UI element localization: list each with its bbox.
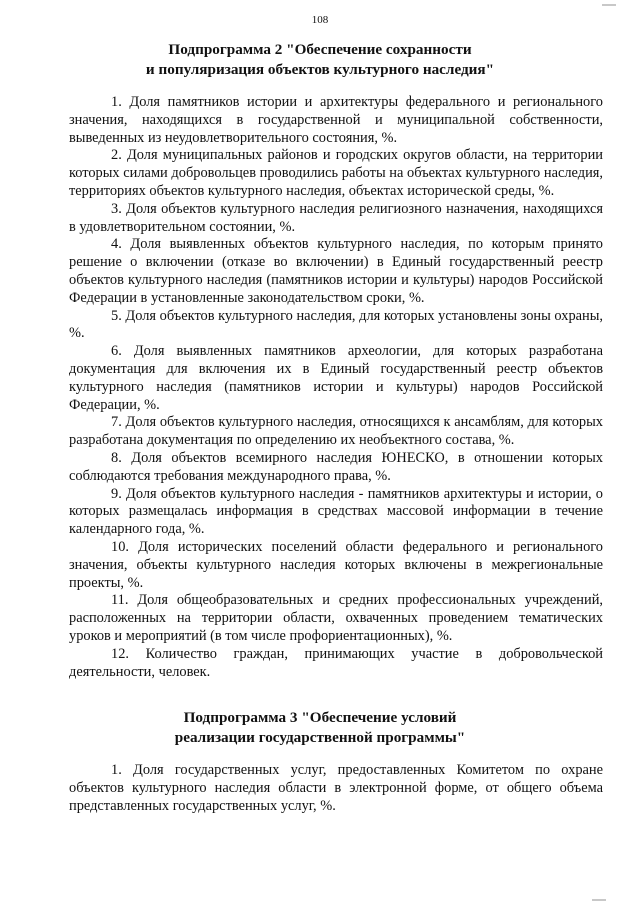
subprogram-3-title-line-1: Подпрограмма 3 "Обеспечение условий: [183, 709, 457, 726]
indicator-item: 12. Количество граждан, принимающих участие в добровольческой деятельности, человек.: [69, 645, 603, 680]
indicator-item: 11. Доля общеобразовательных и средних профессиональных учреждений, расположенных на территории области, охваченных проведением тематических уроков и мероприятий (в том числе профориентационных), %.: [69, 592, 603, 644]
subprogram-3-title-line-2: реализации государственной программы": [174, 729, 466, 746]
indicator-item: 5. Доля объектов культурного наследия, для которых установлены зоны охраны, %.: [69, 307, 603, 342]
subprogram-3-heading: [60, 708, 580, 748]
scan-mark-top: [602, 4, 616, 6]
indicator-item: 1. Доля государственных услуг, предоставленных Комитетом по охране объектов культурного наследия области в электронной форме, от общего объема представленных государственных услуг, %.: [69, 762, 603, 814]
subprogram-2-title-line-1: Подпрограмма 2 "Обеспечение сохранности: [168, 41, 472, 58]
subprogram-2-title-line-2: и популяризация объектов культурного наследия": [145, 61, 495, 78]
subprogram-2-indicator-list: [69, 94, 603, 681]
indicator-item: 10. Доля исторических поселений области федерального и регионального значения, объекты культурного наследия которых включены в межрегиональные проекты, %.: [69, 538, 603, 591]
indicator-item: 7. Доля объектов культурного наследия, относящихся к ансамблям, для которых разработана документация по определению их необъектного состава, %.: [69, 414, 603, 449]
indicator-item: 6. Доля выявленных памятников археологии, для которых разработана документация для включения их в Единый государственный реестр объектов культурного наследия (памятников истории и культуры) народов Российской Федерации, %.: [69, 343, 603, 413]
indicator-item: 1. Доля памятников истории и архитектуры федерального и регионального значения, находящихся в государственной и муниципальной собственности, выведенных из неудовлетворительного состояния, %.: [69, 94, 603, 146]
indicator-item: 8. Доля объектов всемирного наследия ЮНЕСКО, в отношении которых соблюдаются требования международного права, %.: [69, 449, 603, 484]
indicator-item: 9. Доля объектов культурного наследия - памятников архитектуры и истории, о которых размещалась информация в средствах массовой информации в течение календарного года, %.: [69, 485, 603, 538]
scan-mark-bottom: [592, 899, 606, 901]
subprogram-3-indicator-list: [69, 762, 603, 815]
indicator-item: 4. Доля выявленных объектов культурного наследия, по которым принято решение о включении (отказе во включении) в Единый государственный реестр объектов культурного наследия (памятников истории и культуры) народов Российской Федерации в установленные законодательством сроки, %.: [69, 236, 603, 306]
page-number: 108: [311, 14, 329, 26]
indicator-item: 2. Доля муниципальных районов и городских округов области, на территории которых силами добровольцев проводились работы на объектах культурного наследия, территориях объектов культурного наследия, объектах исторической среды, %.: [69, 147, 603, 199]
subprogram-2-heading: [60, 40, 580, 80]
indicator-item: 3. Доля объектов культурного наследия религиозного назначения, находящихся в удовлетворительном состоянии, %.: [69, 200, 603, 235]
